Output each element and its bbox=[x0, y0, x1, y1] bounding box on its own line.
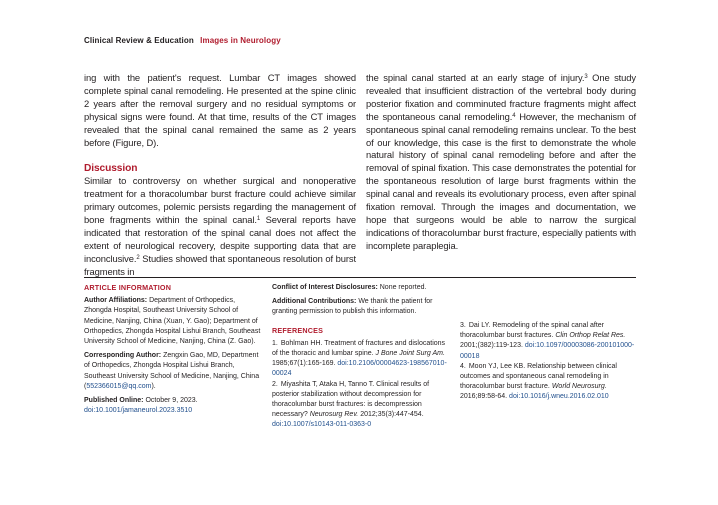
references-title: REFERENCES bbox=[272, 325, 324, 335]
ref-citation: 2016;89:58-64. bbox=[460, 393, 510, 401]
citation-sup[interactable]: 3 bbox=[584, 74, 588, 80]
ref-number: 3. bbox=[460, 322, 466, 329]
ref-doi-link[interactable]: doi:10.1097/00003086-200101000-00018 bbox=[460, 342, 635, 360]
corresponding-author bbox=[84, 351, 264, 392]
discussion-paragraph-cont bbox=[366, 72, 636, 253]
section-divider bbox=[84, 277, 636, 278]
text-run: the spinal canal started at an early stage of injury. bbox=[366, 72, 585, 83]
ref-text: Dai LY. Remodeling of the spinal canal after thoracolumbar burst fractures. bbox=[460, 322, 605, 340]
conflict-disclosures bbox=[272, 283, 452, 293]
email-link[interactable]: 552366015@qq.com bbox=[86, 382, 152, 390]
published-date: October 9, 2023. bbox=[143, 397, 198, 405]
disclosures-references-column bbox=[272, 283, 452, 431]
reference-item bbox=[272, 339, 452, 380]
discussion-heading: Discussion bbox=[84, 163, 138, 175]
reference-item bbox=[460, 362, 638, 403]
contributions-text: We thank the patient for granting permission to publish this information. bbox=[272, 298, 433, 316]
ref-text: Miyashita T, Ataka H, Tanno T. Clinical results of posterior stabilization without decompression for thoracolumbar burst fractures: is decompression necessary? bbox=[272, 380, 430, 419]
text-run: Several reports have indicated that restoration of the spinal canal does not affect the extent of neurological recovery, despite supporting data that are inconclusive. bbox=[84, 214, 356, 264]
body-column-right bbox=[366, 72, 636, 253]
citation-sup[interactable]: 2 bbox=[136, 254, 140, 261]
ref-journal: Clin Orthop Relat Res. bbox=[555, 332, 626, 340]
ref-number: 1. bbox=[272, 339, 278, 347]
corresponding-label: Corresponding Author: bbox=[84, 352, 162, 360]
published-online bbox=[84, 396, 264, 406]
ref-journal: World Neurosurg. bbox=[551, 383, 607, 391]
affiliations-label: Author Affiliations: bbox=[84, 297, 148, 305]
ref-citation: 2012;35(3):447-454. bbox=[358, 411, 424, 419]
category-label: Images in Neurology bbox=[200, 36, 281, 45]
text-run: Studies showed that spontaneous resolution of burst fragments in bbox=[84, 252, 356, 277]
contributions-label: Additional Contributions: bbox=[272, 298, 357, 306]
ref-citation: 2001;(382):119-123. bbox=[460, 342, 525, 350]
text-run: However, the mechanism of spontaneous spinal canal remodeling remains unclear. To the best of our knowledge, this case is the first to demonstrate the whole natural history of spinal canal remodeling before and after the removal of spinal fixation. This case demonstrates the potential for the spontaneous resolution of large burst fragments within the spinal canal and reveals its evolutionary process, even after spinal fixation removal. Through the images and documentation, we hope that surgeons would be able to narrow the surgical indications of thoracolumbar burst fracture, especially patients with incomplete paraplegia. bbox=[366, 110, 636, 251]
coi-text: None reported. bbox=[377, 284, 427, 291]
ref-text: Bohlman HH. Treatment of fractures and dislocations of the thoracic and lumbar spine. bbox=[272, 339, 446, 358]
ref-journal: J Bone Joint Surg Am. bbox=[375, 350, 445, 358]
ref-number: 4. bbox=[460, 362, 466, 370]
article-info-column bbox=[84, 283, 264, 416]
ref-doi-link[interactable]: doi:10.1007/s10143-011-0363-0 bbox=[272, 421, 372, 429]
affiliations-text: Department of Orthopedics, Zhongda Hospital, Southeast University School of Medicine, Nanjing, China (Xuan, Y. Gao); Department of Orthopedics, Zhongda Hospital Lishui Branch, Southeast University School of Medicine, Nanjing, China (Z. Gao). bbox=[84, 297, 261, 346]
article-doi-link[interactable]: doi:10.1001/jamaneurol.2023.3510 bbox=[84, 407, 193, 415]
running-header bbox=[84, 36, 281, 45]
body-column-left bbox=[84, 72, 356, 279]
reference-item bbox=[460, 321, 638, 362]
discussion-paragraph bbox=[84, 175, 356, 278]
section-label: Clinical Review & Education bbox=[84, 36, 194, 45]
text-run: One study revealed that insufficient distraction of the vertebral body during posterior fixation and comminuted fracture fragments might affect the spontaneous canal remodeling. bbox=[366, 72, 636, 122]
author-affiliations bbox=[84, 296, 264, 347]
article-info-title: ARTICLE INFORMATION bbox=[84, 283, 172, 292]
ref-citation: 1985;67(1):165-169. bbox=[272, 360, 338, 368]
body-paragraph: ing with the patient's request. Lumbar CT images showed complete spinal canal remodeling. He presented at the spine clinic 2 years after the removal surgery and no residual symptoms or physical signs were found. At that time, results of the CT images revealed that the spinal canal remained the same as 2 years before (Figure, D). bbox=[84, 72, 356, 148]
ref-number: 2. bbox=[272, 380, 278, 388]
references-column bbox=[460, 321, 638, 403]
ref-doi-link[interactable]: doi:10.1016/j.wneu.2016.02.010 bbox=[509, 393, 609, 401]
ref-text: Moon YJ, Lee KB. Relationship between clinical outcomes and spontaneous canal remodeling in thoracolumbar burst fracture. bbox=[460, 362, 617, 391]
corresponding-text: Zengxin Gao, MD, Department of Orthopedics, Zhongda Hospital Lishui Branch, Southeast University School of Medicine, Nanjing, China ( bbox=[84, 352, 260, 390]
published-label: Published Online: bbox=[84, 397, 144, 405]
citation-sup[interactable]: 1 bbox=[256, 216, 261, 223]
additional-contributions bbox=[272, 297, 452, 317]
corresponding-end: ). bbox=[151, 382, 156, 390]
text-run: Similar to controversy on whether surgical and nonoperative treatment for a thoracolumbar burst fracture could achieve similar primary outcomes, polemic persists regarding the management of bone fragments within the spinal canal. bbox=[84, 175, 356, 226]
ref-doi-link[interactable]: doi:10.2106/00004623-198567010-00024 bbox=[272, 360, 447, 378]
ref-journal: Neurosurg Rev. bbox=[309, 411, 359, 419]
citation-sup[interactable]: 4 bbox=[512, 112, 516, 119]
reference-item bbox=[272, 380, 452, 431]
coi-label: Conflict of Interest Disclosures: bbox=[272, 284, 378, 291]
